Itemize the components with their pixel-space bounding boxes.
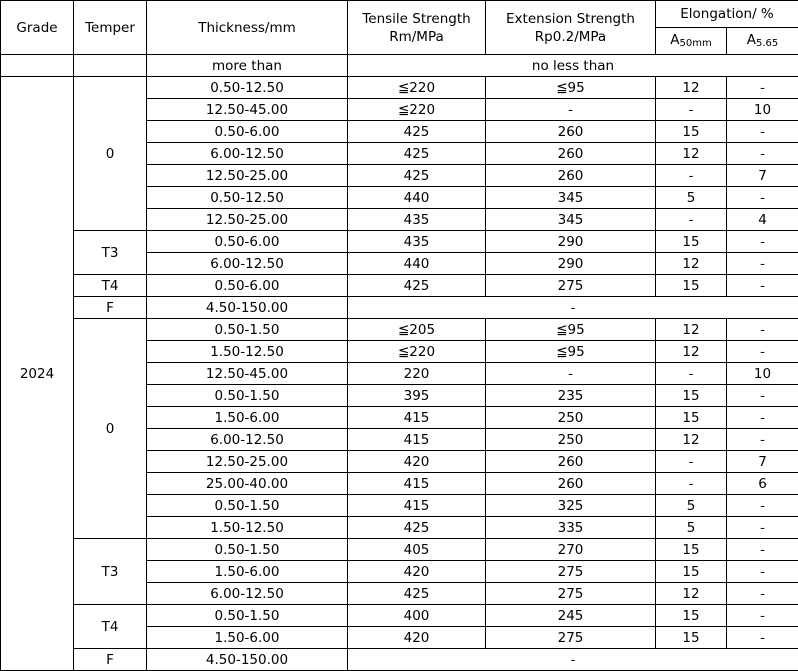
thickness-cell: 0.50-1.50: [147, 495, 348, 517]
extension-cell: 290: [486, 231, 656, 253]
header-a565-base: A: [747, 32, 756, 48]
extension-cell: ≦95: [486, 77, 656, 99]
table-row: [1, 319, 798, 341]
no-less-than-label: no less than: [348, 55, 798, 77]
a565-cell: -: [727, 517, 798, 539]
extension-cell: 275: [486, 583, 656, 605]
thickness-cell: 0.50-6.00: [147, 121, 348, 143]
header-tensile-line2: Rm/MPa: [389, 29, 444, 45]
tensile-cell: 425: [348, 165, 486, 187]
tensile-cell: ≦220: [348, 77, 486, 99]
a50-cell: 12: [656, 583, 727, 605]
thickness-cell: 6.00-12.50: [147, 583, 348, 605]
tensile-cell: ≦220: [348, 99, 486, 121]
tensile-cell: 415: [348, 429, 486, 451]
header-a50-sub: 50mm: [680, 38, 712, 49]
header-grade: Grade: [1, 1, 74, 55]
tensile-cell: 425: [348, 143, 486, 165]
header-thickness: Thickness/mm: [147, 1, 348, 55]
extension-cell: 250: [486, 429, 656, 451]
tensile-cell: 435: [348, 209, 486, 231]
thickness-cell: 12.50-25.00: [147, 451, 348, 473]
a50-cell: 15: [656, 275, 727, 297]
temper-cell: T3: [74, 539, 147, 605]
a50-cell: 12: [656, 143, 727, 165]
header-extension: [486, 1, 656, 55]
extension-cell: 260: [486, 165, 656, 187]
header-a565: [727, 28, 798, 55]
a50-cell: 5: [656, 187, 727, 209]
extension-cell: ≦95: [486, 341, 656, 363]
thickness-cell: 12.50-25.00: [147, 165, 348, 187]
a565-cell: 6: [727, 473, 798, 495]
thickness-cell: 4.50-150.00: [147, 649, 348, 671]
tensile-cell: 425: [348, 517, 486, 539]
extension-cell: 275: [486, 627, 656, 649]
thickness-cell: 0.50-12.50: [147, 187, 348, 209]
temper-column-top: [74, 55, 147, 77]
extension-cell: 335: [486, 517, 656, 539]
a565-cell: -: [727, 275, 798, 297]
a50-cell: 15: [656, 561, 727, 583]
thickness-cell: 0.50-1.50: [147, 385, 348, 407]
extension-cell: 345: [486, 209, 656, 231]
a50-cell: 15: [656, 605, 727, 627]
a565-cell: -: [727, 583, 798, 605]
a50-cell: -: [656, 209, 727, 231]
extension-cell: 260: [486, 121, 656, 143]
thickness-cell: 1.50-6.00: [147, 561, 348, 583]
a50-cell: -: [656, 473, 727, 495]
table-row: [1, 649, 798, 671]
a565-cell: -: [727, 253, 798, 275]
tensile-cell: 435: [348, 231, 486, 253]
a565-cell: -: [727, 341, 798, 363]
a50-cell: -: [656, 99, 727, 121]
extension-cell: -: [486, 99, 656, 121]
thickness-cell: 25.00-40.00: [147, 473, 348, 495]
extension-cell: 260: [486, 143, 656, 165]
header-tensile: [348, 1, 486, 55]
thickness-cell: 1.50-12.50: [147, 517, 348, 539]
a565-cell: 7: [727, 165, 798, 187]
a50-cell: 15: [656, 231, 727, 253]
a565-cell: -: [727, 627, 798, 649]
a50-cell: 15: [656, 627, 727, 649]
thickness-cell: 1.50-12.50: [147, 341, 348, 363]
thickness-cell: 0.50-1.50: [147, 319, 348, 341]
extension-cell: 260: [486, 451, 656, 473]
a50-cell: -: [656, 165, 727, 187]
a50-cell: 15: [656, 385, 727, 407]
tensile-cell: 395: [348, 385, 486, 407]
a565-cell: -: [727, 231, 798, 253]
tensile-cell: 400: [348, 605, 486, 627]
a565-cell: -: [727, 319, 798, 341]
extension-cell: -: [486, 363, 656, 385]
a565-cell: 10: [727, 363, 798, 385]
a50-cell: -: [656, 363, 727, 385]
thickness-cell: 6.00-12.50: [147, 253, 348, 275]
thickness-cell: 12.50-45.00: [147, 363, 348, 385]
thickness-cell: 0.50-6.00: [147, 275, 348, 297]
table-row: [1, 297, 798, 319]
header-tensile-line1: Tensile Strength: [362, 11, 470, 27]
a50-cell: 15: [656, 121, 727, 143]
a50-cell: 5: [656, 517, 727, 539]
tensile-cell: 415: [348, 495, 486, 517]
temper-cell: F: [74, 649, 147, 671]
tensile-cell: 420: [348, 561, 486, 583]
extension-cell: 245: [486, 605, 656, 627]
tensile-cell: 405: [348, 539, 486, 561]
extension-cell: 235: [486, 385, 656, 407]
thickness-cell: 12.50-45.00: [147, 99, 348, 121]
grade-cell: 2024: [1, 77, 74, 671]
thickness-cell: 1.50-6.00: [147, 407, 348, 429]
tensile-cell: 420: [348, 627, 486, 649]
extension-cell: 270: [486, 539, 656, 561]
table-row: [1, 605, 798, 627]
grade-column-top: [1, 55, 74, 77]
temper-cell: 0: [74, 77, 147, 231]
tensile-cell: 425: [348, 583, 486, 605]
temper-cell: 0: [74, 319, 147, 539]
tensile-cell: 220: [348, 363, 486, 385]
a565-cell: -: [727, 121, 798, 143]
a565-cell: -: [727, 495, 798, 517]
a565-cell: -: [727, 561, 798, 583]
table-row: [1, 539, 798, 561]
a50-cell: 12: [656, 429, 727, 451]
a565-cell: -: [727, 385, 798, 407]
thickness-cell: 4.50-150.00: [147, 297, 348, 319]
a565-cell: -: [727, 429, 798, 451]
extension-cell: 275: [486, 561, 656, 583]
header-extension-line1: Extension Strength: [506, 11, 635, 27]
tensile-cell: 420: [348, 451, 486, 473]
extension-cell: 275: [486, 275, 656, 297]
extension-cell: 290: [486, 253, 656, 275]
tensile-cell: 425: [348, 275, 486, 297]
thickness-cell: 0.50-1.50: [147, 539, 348, 561]
temper-cell: T4: [74, 605, 147, 649]
extension-cell: 250: [486, 407, 656, 429]
extension-cell: 260: [486, 473, 656, 495]
header-elongation: Elongation/ %: [656, 1, 798, 28]
tensile-cell: 440: [348, 253, 486, 275]
extension-cell: 325: [486, 495, 656, 517]
merged-values-cell: -: [348, 649, 798, 671]
thickness-cell: 0.50-12.50: [147, 77, 348, 99]
table-row: [1, 77, 798, 99]
tensile-cell: 415: [348, 473, 486, 495]
tensile-cell: ≦205: [348, 319, 486, 341]
table-row: [1, 275, 798, 297]
tensile-cell: 415: [348, 407, 486, 429]
merged-values-cell: -: [348, 297, 798, 319]
thickness-cell: 6.00-12.50: [147, 143, 348, 165]
a50-cell: -: [656, 451, 727, 473]
temper-cell: F: [74, 297, 147, 319]
a50-cell: 15: [656, 539, 727, 561]
header-a50: [656, 28, 727, 55]
a565-cell: -: [727, 143, 798, 165]
thickness-cell: 0.50-6.00: [147, 231, 348, 253]
header-a565-sub: 5.65: [756, 38, 778, 49]
a50-cell: 12: [656, 319, 727, 341]
a565-cell: -: [727, 605, 798, 627]
a50-cell: 12: [656, 77, 727, 99]
tensile-cell: 440: [348, 187, 486, 209]
a50-cell: 5: [656, 495, 727, 517]
extension-cell: 345: [486, 187, 656, 209]
thickness-cell: 6.00-12.50: [147, 429, 348, 451]
temper-cell: T4: [74, 275, 147, 297]
a565-cell: -: [727, 77, 798, 99]
a565-cell: 4: [727, 209, 798, 231]
header-a50-base: A: [670, 32, 679, 48]
thickness-cell: 12.50-25.00: [147, 209, 348, 231]
a50-cell: 12: [656, 253, 727, 275]
tensile-cell: 425: [348, 121, 486, 143]
more-than-label: more than: [147, 55, 348, 77]
a565-cell: -: [727, 187, 798, 209]
tensile-cell: ≦220: [348, 341, 486, 363]
thickness-cell: 0.50-1.50: [147, 605, 348, 627]
temper-cell: T3: [74, 231, 147, 275]
a565-cell: -: [727, 407, 798, 429]
table-row: [1, 231, 798, 253]
header-temper: Temper: [74, 1, 147, 55]
a50-cell: 15: [656, 407, 727, 429]
thickness-cell: 1.50-6.00: [147, 627, 348, 649]
a565-cell: 7: [727, 451, 798, 473]
a50-cell: 12: [656, 341, 727, 363]
extension-cell: ≦95: [486, 319, 656, 341]
header-extension-line2: Rp0.2/MPa: [535, 29, 606, 45]
a565-cell: -: [727, 539, 798, 561]
a565-cell: 10: [727, 99, 798, 121]
